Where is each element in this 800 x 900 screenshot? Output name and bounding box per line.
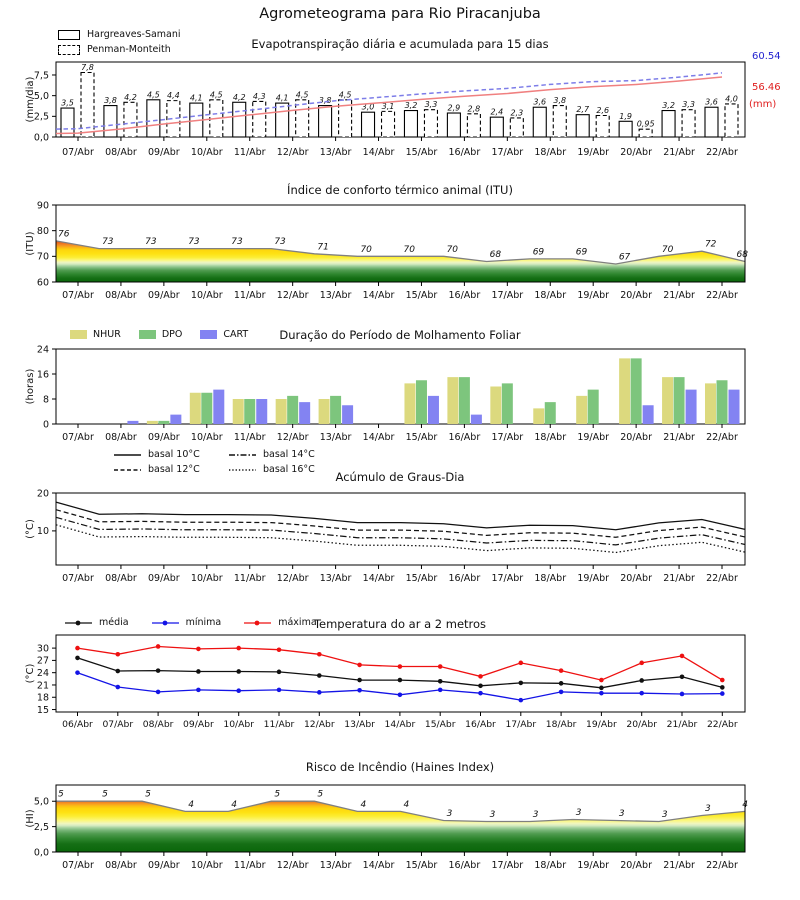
graus-dia-panel	[25, 488, 745, 584]
svg-text:3,2: 3,2	[404, 101, 418, 111]
svg-text:09/Abr: 09/Abr	[147, 290, 180, 301]
svg-text:71: 71	[317, 242, 329, 253]
svg-text:15/Abr: 15/Abr	[424, 719, 456, 730]
svg-text:12/Abr: 12/Abr	[276, 147, 309, 158]
svg-text:21/Abr: 21/Abr	[666, 719, 698, 730]
svg-text:16/Abr: 16/Abr	[448, 290, 481, 301]
svg-text:5: 5	[317, 789, 324, 800]
svg-text:4,1: 4,1	[189, 93, 203, 103]
svg-text:10/Abr: 10/Abr	[190, 432, 223, 443]
svg-text:90: 90	[36, 200, 49, 212]
svg-text:4,1: 4,1	[275, 93, 289, 103]
itu-title: Índice de conforto térmico animal (ITU)	[287, 183, 513, 197]
svg-text:17/Abr: 17/Abr	[491, 290, 524, 301]
svg-text:19/Abr: 19/Abr	[586, 719, 617, 730]
svg-text:10/Abr: 10/Abr	[190, 290, 223, 301]
minima-legend-label: mínima	[185, 617, 222, 628]
svg-text:22/Abr: 22/Abr	[706, 719, 738, 730]
svg-text:16/Abr: 16/Abr	[448, 860, 481, 871]
basal12-legend-label: basal 12°C	[148, 464, 200, 475]
svg-text:24: 24	[36, 667, 49, 679]
svg-text:08/Abr: 08/Abr	[105, 432, 137, 443]
svg-text:3,3: 3,3	[682, 100, 695, 110]
svg-text:19/Abr: 19/Abr	[577, 860, 610, 871]
svg-text:10/Abr: 10/Abr	[190, 573, 223, 584]
svg-text:14/Abr: 14/Abr	[362, 290, 395, 301]
svg-text:27: 27	[36, 655, 49, 667]
svg-text:18/Abr: 18/Abr	[534, 147, 567, 158]
svg-text:4: 4	[188, 799, 194, 810]
svg-text:20/Abr: 20/Abr	[620, 147, 652, 158]
svg-text:06/Abr: 06/Abr	[62, 719, 93, 730]
svg-text:68: 68	[736, 249, 748, 260]
svg-text:13/Abr: 13/Abr	[344, 719, 375, 730]
svg-text:70: 70	[446, 244, 459, 255]
svg-text:14/Abr: 14/Abr	[384, 719, 416, 730]
svg-text:3: 3	[618, 809, 625, 820]
svg-text:20: 20	[36, 488, 49, 500]
svg-text:16/Abr: 16/Abr	[465, 719, 496, 730]
svg-text:20/Abr: 20/Abr	[620, 432, 652, 443]
svg-text:21/Abr: 21/Abr	[663, 573, 695, 584]
svg-text:4,5: 4,5	[209, 90, 223, 100]
svg-text:13/Abr: 13/Abr	[319, 290, 352, 301]
svg-text:17/Abr: 17/Abr	[491, 432, 524, 443]
svg-text:4: 4	[403, 799, 410, 810]
svg-text:3,8: 3,8	[553, 96, 567, 106]
svg-text:20/Abr: 20/Abr	[626, 719, 658, 730]
dpo-swatch-icon	[139, 330, 156, 339]
svg-text:19/Abr: 19/Abr	[577, 573, 610, 584]
svg-text:09/Abr: 09/Abr	[147, 573, 180, 584]
svg-text:10/Abr: 10/Abr	[190, 147, 223, 158]
temperatura-legend	[64, 617, 317, 628]
svg-text:3: 3	[704, 803, 711, 814]
svg-text:5: 5	[274, 789, 281, 800]
minima-line-icon	[151, 618, 181, 628]
svg-text:67: 67	[618, 252, 631, 263]
svg-text:5,0: 5,0	[33, 796, 49, 808]
svg-text:17/Abr: 17/Abr	[505, 719, 537, 730]
svg-text:09/Abr: 09/Abr	[147, 432, 180, 443]
svg-text:11/Abr: 11/Abr	[233, 432, 266, 443]
svg-text:21/Abr: 21/Abr	[663, 290, 695, 301]
svg-text:22/Abr: 22/Abr	[706, 147, 738, 158]
svg-text:15/Abr: 15/Abr	[405, 573, 438, 584]
svg-text:16/Abr: 16/Abr	[448, 432, 481, 443]
svg-text:3: 3	[446, 809, 453, 820]
dpo-legend-label: DPO	[161, 329, 183, 340]
penman-swatch-icon	[58, 45, 80, 55]
svg-text:4,2: 4,2	[232, 92, 246, 102]
svg-text:12/Abr: 12/Abr	[276, 573, 309, 584]
itu-panel	[25, 200, 748, 301]
svg-text:4: 4	[742, 799, 748, 810]
svg-text:16/Abr: 16/Abr	[448, 573, 481, 584]
svg-text:21: 21	[36, 680, 49, 692]
svg-text:07/Abr: 07/Abr	[62, 147, 94, 158]
basal14-line-icon	[228, 450, 258, 460]
svg-text:4,3: 4,3	[252, 91, 266, 101]
maxima-line-icon	[243, 618, 273, 628]
svg-text:3: 3	[575, 808, 582, 819]
svg-text:3: 3	[489, 810, 496, 821]
svg-text:20/Abr: 20/Abr	[620, 573, 652, 584]
svg-text:73: 73	[274, 237, 286, 248]
hargreaves-accumulated-total: 56.46	[752, 82, 781, 93]
dpmf-legend	[70, 329, 248, 340]
svg-text:3,6: 3,6	[705, 97, 718, 107]
svg-text:30: 30	[36, 643, 49, 655]
svg-text:21/Abr: 21/Abr	[663, 860, 695, 871]
svg-text:08/Abr: 08/Abr	[105, 573, 137, 584]
svg-text:13/Abr: 13/Abr	[319, 147, 352, 158]
nhur-swatch-icon	[70, 330, 87, 339]
haines-title: Risco de Incêndio (Haines Index)	[305, 760, 495, 774]
svg-text:3,5: 3,5	[61, 98, 74, 108]
svg-text:19/Abr: 19/Abr	[577, 290, 610, 301]
svg-text:07/Abr: 07/Abr	[62, 860, 94, 871]
svg-text:12/Abr: 12/Abr	[276, 432, 309, 443]
svg-text:21/Abr: 21/Abr	[663, 432, 695, 443]
svg-text:76: 76	[58, 229, 70, 240]
svg-text:13/Abr: 13/Abr	[319, 432, 352, 443]
svg-text:10: 10	[36, 526, 49, 538]
nhur-legend-label: NHUR	[93, 329, 121, 340]
svg-text:2,3: 2,3	[510, 108, 524, 118]
svg-text:2,5: 2,5	[33, 111, 49, 123]
svg-text:21/Abr: 21/Abr	[663, 147, 695, 158]
svg-text:70: 70	[403, 244, 415, 255]
svg-text:73: 73	[102, 237, 114, 248]
svg-text:4: 4	[360, 799, 367, 810]
svg-text:70: 70	[36, 251, 49, 263]
svg-text:10/Abr: 10/Abr	[223, 719, 255, 730]
svg-text:68: 68	[489, 249, 502, 260]
svg-text:4: 4	[231, 799, 237, 810]
svg-text:3,6: 3,6	[533, 97, 547, 107]
svg-text:09/Abr: 09/Abr	[147, 147, 180, 158]
svg-text:11/Abr: 11/Abr	[263, 719, 295, 730]
basal16-legend-label: basal 16°C	[263, 464, 315, 475]
svg-text:07/Abr: 07/Abr	[62, 573, 94, 584]
svg-text:15/Abr: 15/Abr	[405, 290, 438, 301]
svg-text:70: 70	[661, 244, 674, 255]
svg-text:(mm/dia): (mm/dia)	[25, 76, 36, 123]
svg-text:11/Abr: 11/Abr	[233, 573, 266, 584]
svg-text:11/Abr: 11/Abr	[233, 290, 266, 301]
basal10-line-icon	[113, 450, 143, 460]
svg-text:3,2: 3,2	[662, 101, 675, 111]
svg-text:12/Abr: 12/Abr	[303, 719, 335, 730]
media-line-icon	[64, 618, 94, 628]
svg-text:17/Abr: 17/Abr	[491, 573, 524, 584]
svg-text:3,0: 3,0	[361, 102, 375, 112]
svg-text:2,5: 2,5	[33, 821, 49, 833]
svg-text:09/Abr: 09/Abr	[147, 860, 180, 871]
basal14-legend-label: basal 14°C	[263, 449, 315, 460]
svg-text:0,0: 0,0	[33, 132, 49, 144]
svg-text:5,0: 5,0	[33, 90, 49, 102]
media-legend-label: média	[99, 617, 129, 628]
svg-text:8: 8	[42, 394, 49, 406]
svg-text:0,95: 0,95	[636, 119, 655, 129]
svg-text:(HI): (HI)	[25, 809, 36, 828]
svg-text:18/Abr: 18/Abr	[534, 432, 567, 443]
svg-text:3: 3	[532, 810, 539, 821]
dpmf-panel	[25, 344, 745, 443]
svg-text:17/Abr: 17/Abr	[491, 860, 524, 871]
penman-legend-label: Penman-Monteith	[87, 44, 171, 55]
svg-text:73: 73	[188, 237, 200, 248]
svg-text:15/Abr: 15/Abr	[405, 860, 438, 871]
temperatura-title: Temperatura do ar a 2 metros	[313, 617, 487, 631]
svg-text:08/Abr: 08/Abr	[105, 147, 137, 158]
svg-text:2,6: 2,6	[596, 106, 610, 116]
svg-text:4,5: 4,5	[338, 90, 352, 100]
svg-text:07/Abr: 07/Abr	[62, 290, 94, 301]
basal12-line-icon	[113, 465, 143, 475]
maxima-legend-label: máxima	[278, 617, 317, 628]
svg-text:16/Abr: 16/Abr	[448, 147, 481, 158]
svg-text:73: 73	[231, 237, 243, 248]
svg-text:4,4: 4,4	[166, 91, 180, 101]
svg-text:22/Abr: 22/Abr	[706, 860, 738, 871]
svg-text:17/Abr: 17/Abr	[491, 147, 524, 158]
basal16-line-icon	[228, 465, 258, 475]
svg-text:3,8: 3,8	[318, 96, 332, 106]
svg-text:19/Abr: 19/Abr	[577, 147, 610, 158]
svg-text:1,9: 1,9	[619, 111, 632, 121]
svg-text:22/Abr: 22/Abr	[706, 432, 738, 443]
svg-text:11/Abr: 11/Abr	[233, 147, 266, 158]
svg-text:69: 69	[532, 247, 545, 258]
svg-text:2,9: 2,9	[447, 103, 461, 113]
svg-text:2,4: 2,4	[490, 107, 504, 117]
svg-text:4,5: 4,5	[146, 90, 160, 100]
svg-text:18: 18	[36, 692, 49, 704]
eto-panel	[25, 62, 745, 158]
svg-text:3,1: 3,1	[381, 101, 395, 111]
svg-text:2,7: 2,7	[576, 105, 590, 115]
svg-text:18/Abr: 18/Abr	[534, 860, 567, 871]
svg-text:12/Abr: 12/Abr	[276, 290, 309, 301]
svg-text:07/Abr: 07/Abr	[62, 432, 94, 443]
svg-text:15/Abr: 15/Abr	[405, 147, 438, 158]
svg-text:(°C): (°C)	[25, 519, 36, 539]
svg-text:7,8: 7,8	[81, 63, 94, 73]
svg-text:14/Abr: 14/Abr	[362, 573, 395, 584]
dpmf-title: Duração do Período de Molhamento Foliar	[279, 328, 521, 342]
svg-text:5: 5	[145, 789, 151, 800]
penman-accumulated-total: 60.54	[752, 51, 781, 62]
svg-text:0: 0	[42, 419, 49, 431]
svg-text:14/Abr: 14/Abr	[362, 147, 395, 158]
svg-text:69: 69	[575, 247, 588, 258]
svg-text:19/Abr: 19/Abr	[577, 432, 610, 443]
svg-text:22/Abr: 22/Abr	[706, 573, 738, 584]
svg-text:08/Abr: 08/Abr	[105, 290, 137, 301]
svg-text:3,3: 3,3	[424, 100, 438, 110]
svg-text:24: 24	[36, 344, 49, 356]
svg-text:(horas): (horas)	[25, 368, 36, 405]
hargreaves-legend-label: Hargreaves-Samani	[87, 29, 181, 40]
graus-dia-title: Acúmulo de Graus-Dia	[335, 470, 465, 484]
svg-text:(ITU): (ITU)	[25, 231, 36, 256]
svg-text:4,0: 4,0	[725, 94, 738, 104]
eto-legend	[58, 27, 181, 57]
svg-text:11/Abr: 11/Abr	[233, 860, 266, 871]
haines-panel	[25, 785, 748, 871]
svg-text:5: 5	[58, 789, 64, 800]
svg-text:22/Abr: 22/Abr	[706, 290, 738, 301]
svg-text:4,5: 4,5	[295, 90, 309, 100]
svg-text:2,8: 2,8	[467, 104, 481, 114]
svg-text:14/Abr: 14/Abr	[362, 860, 395, 871]
svg-text:73: 73	[145, 237, 157, 248]
svg-text:18/Abr: 18/Abr	[545, 719, 577, 730]
svg-text:4,2: 4,2	[124, 92, 137, 102]
svg-text:7,5: 7,5	[33, 70, 49, 82]
svg-text:13/Abr: 13/Abr	[319, 860, 352, 871]
svg-text:5: 5	[102, 789, 108, 800]
cart-legend-label: CART	[223, 329, 249, 340]
eto-title: Evapotranspiração diária e acumulada para 15 dias	[251, 37, 549, 51]
svg-text:07/Abr: 07/Abr	[102, 719, 134, 730]
svg-text:70: 70	[360, 244, 372, 255]
svg-text:72: 72	[704, 239, 717, 250]
svg-text:15/Abr: 15/Abr	[405, 432, 438, 443]
svg-text:10/Abr: 10/Abr	[190, 860, 223, 871]
figure-title: Agrometeograma para Rio Piracanjuba	[259, 6, 541, 22]
cart-swatch-icon	[200, 330, 217, 339]
svg-text:(°C): (°C)	[25, 663, 36, 684]
svg-text:0,0: 0,0	[33, 847, 49, 859]
svg-text:08/Abr: 08/Abr	[105, 860, 137, 871]
graus-dia-legend	[113, 447, 343, 477]
svg-text:80: 80	[36, 225, 49, 237]
svg-text:08/Abr: 08/Abr	[142, 719, 174, 730]
svg-text:3: 3	[661, 810, 668, 821]
basal10-legend-label: basal 10°C	[148, 449, 200, 460]
svg-text:14/Abr: 14/Abr	[362, 432, 395, 443]
svg-text:09/Abr: 09/Abr	[183, 719, 214, 730]
svg-text:20/Abr: 20/Abr	[620, 290, 652, 301]
svg-text:18/Abr: 18/Abr	[534, 290, 567, 301]
svg-text:16: 16	[36, 369, 49, 381]
svg-text:20/Abr: 20/Abr	[620, 860, 652, 871]
svg-text:15: 15	[36, 704, 49, 716]
hargreaves-swatch-icon	[58, 30, 80, 40]
accumulated-unit-label: (mm)	[749, 99, 777, 110]
svg-text:12/Abr: 12/Abr	[276, 860, 309, 871]
svg-text:13/Abr: 13/Abr	[319, 573, 352, 584]
svg-text:60: 60	[36, 277, 49, 289]
svg-text:3,8: 3,8	[104, 96, 117, 106]
temperatura-panel	[25, 635, 745, 730]
svg-text:18/Abr: 18/Abr	[534, 573, 567, 584]
